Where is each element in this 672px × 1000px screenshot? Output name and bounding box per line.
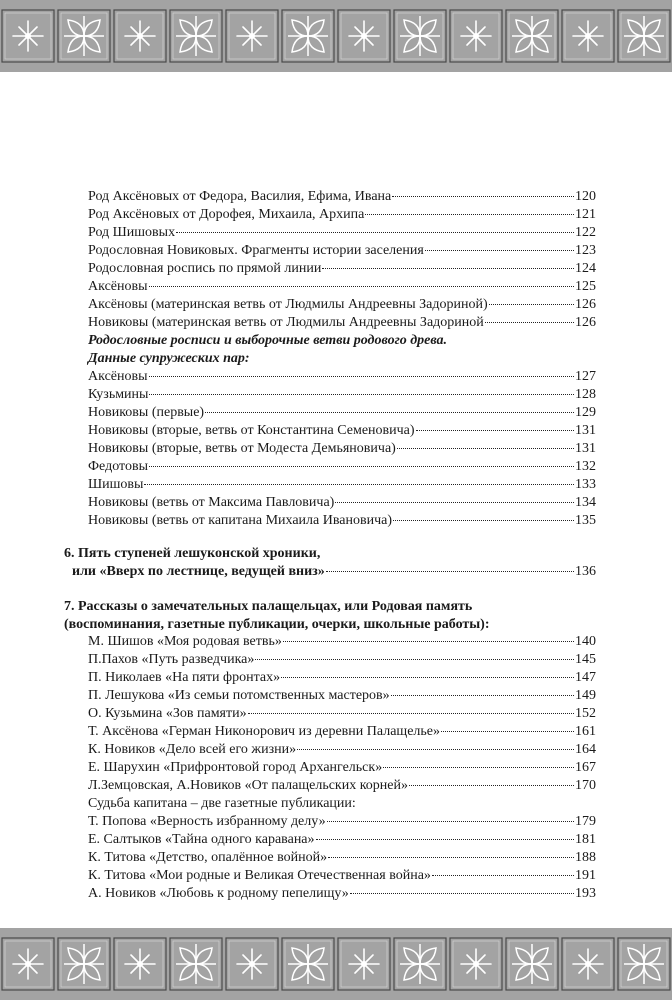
petal-lattice-icon (506, 10, 558, 62)
toc-entry-page: 135 (575, 513, 596, 528)
dot-leader (248, 713, 574, 714)
dot-leader (297, 749, 574, 750)
dot-leader (409, 785, 574, 786)
toc-entry-page: 127 (575, 369, 596, 384)
toc-entry-title: П. Николаев «На пяти фронтах» (88, 670, 281, 685)
cross-star-icon (450, 10, 502, 62)
subheading-couples: Данные супружеских пар: (88, 351, 250, 366)
petal-lattice-icon (282, 10, 334, 62)
toc-entry-page: 147 (575, 670, 596, 685)
toc-entry-title: П. Лешукова «Из семьи потомственных мастеров» (88, 688, 390, 703)
toc-entry-title: Т. Попова «Верность избранному делу» (88, 814, 326, 829)
toc-entry-title: или «Вверх по лестнице, ведущей вниз» (72, 564, 325, 579)
toc-entry[interactable] (88, 422, 596, 439)
toc-entry-page: 122 (575, 225, 596, 240)
toc-entry-title: Новиковы (ветвь от капитана Михаила Ивановича) (88, 513, 393, 528)
chapter-7-subtitle: (воспоминания, газетные публикации, очерки, школьные работы): (64, 617, 490, 632)
toc-entry[interactable] (88, 512, 596, 529)
petal-lattice-icon (506, 938, 558, 990)
toc-entry-page: 132 (575, 459, 596, 474)
toc-entry[interactable] (88, 813, 596, 830)
toc-entry[interactable] (88, 314, 596, 331)
petal-lattice-icon (58, 938, 110, 990)
dot-leader (205, 412, 574, 413)
dot-leader (149, 466, 574, 467)
toc-entry[interactable] (88, 296, 596, 313)
toc-entry[interactable] (88, 494, 596, 511)
dot-leader (365, 214, 574, 215)
dot-leader (425, 250, 574, 251)
toc-entry-title: П.Пахов «Путь разведчика» (88, 652, 255, 667)
toc-entry-page: 149 (575, 688, 596, 703)
dot-leader (397, 448, 574, 449)
cross-star-icon (450, 938, 502, 990)
toc-entry[interactable] (88, 404, 596, 421)
dot-leader (176, 232, 574, 233)
toc-entry[interactable] (88, 741, 596, 758)
dot-leader (485, 322, 574, 323)
toc-entry-page: 161 (575, 724, 596, 739)
cross-star-icon (226, 938, 278, 990)
toc-entry-title: Новиковы (вторые, ветвь от Модеста Демьяновича) (88, 441, 396, 456)
petal-lattice-icon (394, 938, 446, 990)
dot-leader (255, 659, 574, 660)
toc-entry[interactable] (88, 777, 596, 794)
toc-entry-title: Родословная роспись по прямой линии (88, 261, 322, 276)
toc-entry-title: Аксёновы (материнская ветвь от Людмилы Андреевны Задориной) (88, 297, 488, 312)
dot-leader (335, 502, 574, 503)
toc-entry[interactable] (88, 867, 596, 884)
toc-entry-title: Т. Аксёнова «Герман Никонорович из деревни Палащелье» (88, 724, 440, 739)
dot-leader (281, 677, 574, 678)
toc-entry-page: 145 (575, 652, 596, 667)
toc-entry-page: 120 (575, 189, 596, 204)
toc-entry-title: К. Титова «Детство, опалённое войной» (88, 850, 328, 865)
dot-leader (316, 839, 574, 840)
dot-leader (391, 695, 574, 696)
petal-lattice-icon (170, 10, 222, 62)
toc-entry[interactable] (88, 260, 596, 277)
toc-entry-title: Род Аксёновых от Дорофея, Михаила, Архипа (88, 207, 365, 222)
toc-entry-title: К. Титова «Мои родные и Великая Отечественная война» (88, 868, 431, 883)
toc-entry[interactable] (88, 224, 596, 241)
toc-entry-page: 179 (575, 814, 596, 829)
toc-entry-title: Л.Земцовская, А.Новиков «От палащельских корней» (88, 778, 409, 793)
toc-entry-title: А. Новиков «Любовь к родному пепелищу» (88, 886, 349, 901)
petal-lattice-icon (58, 10, 110, 62)
toc-entry-page: 129 (575, 405, 596, 420)
cross-star-icon (226, 10, 278, 62)
subheading-genealogy: Родословные росписи и выборочные ветви родового древа. (88, 333, 448, 348)
toc-entry[interactable] (88, 723, 596, 740)
ornament-pattern-icon (0, 0, 672, 72)
toc-entry-title: Род Аксёновых от Федора, Василия, Ефима, Ивана (88, 189, 392, 204)
top-ornament-band (0, 0, 672, 72)
toc-entry-page: 124 (575, 261, 596, 276)
dot-leader (441, 731, 574, 732)
toc-entry[interactable] (88, 687, 596, 704)
petal-lattice-icon (394, 10, 446, 62)
dot-leader (322, 268, 574, 269)
toc-entry-page: 167 (575, 760, 596, 775)
toc-entry[interactable] (88, 831, 596, 848)
toc-entry[interactable] (88, 705, 596, 722)
toc-entry-title: О. Кузьмина «Зов памяти» (88, 706, 247, 721)
toc-entry[interactable] (88, 476, 596, 493)
toc-entry-page: 152 (575, 706, 596, 721)
toc-entry-page: 188 (575, 850, 596, 865)
subheading-captain: Судьба капитана – две газетные публикации: (88, 796, 356, 811)
dot-leader (489, 304, 574, 305)
toc-entry-title: Аксёновы (88, 279, 148, 294)
toc-entry-title: Шишовы (88, 477, 144, 492)
toc-entry[interactable] (88, 458, 596, 475)
toc-entry-title: Е. Салтыков «Тайна одного каравана» (88, 832, 315, 847)
toc-entry[interactable] (88, 386, 596, 403)
toc-entry[interactable] (88, 188, 596, 205)
toc-entry-title: Кузьмины (88, 387, 149, 402)
toc-entry-page: 140 (575, 634, 596, 649)
dot-leader (283, 641, 574, 642)
toc-entry[interactable] (88, 242, 596, 259)
dot-leader (144, 484, 574, 485)
toc-entry-page: 131 (575, 423, 596, 438)
toc-entry-page: 126 (575, 315, 596, 330)
toc-entry-page: 128 (575, 387, 596, 402)
toc-entry-page: 191 (575, 868, 596, 883)
chapter-7-title[interactable]: 7. Рассказы о замечательных палащельцах, или Родовая память (64, 599, 473, 614)
dot-leader (393, 520, 574, 521)
cross-star-icon (114, 10, 166, 62)
toc-entry[interactable] (88, 633, 596, 650)
dot-leader (392, 196, 574, 197)
petal-lattice-icon (618, 938, 670, 990)
toc-entry[interactable] (88, 669, 596, 686)
cross-star-icon (338, 10, 390, 62)
toc-entry-page: 170 (575, 778, 596, 793)
dot-leader (149, 286, 575, 287)
dot-leader (383, 767, 574, 768)
petal-lattice-icon (282, 938, 334, 990)
toc-entry-title: Новиковы (вторые, ветвь от Константина Семеновича) (88, 423, 415, 438)
dot-leader (149, 394, 574, 395)
toc-entry-page: 134 (575, 495, 596, 510)
toc-entry-title: К. Новиков «Дело всей его жизни» (88, 742, 297, 757)
toc-entry-title: Род Шишовых (88, 225, 176, 240)
dot-leader (149, 376, 575, 377)
toc-entry[interactable] (88, 278, 596, 295)
cross-star-icon (114, 938, 166, 990)
toc-entry-title: Е. Шарухин «Прифронтовой город Архангельск» (88, 760, 383, 775)
dot-leader (328, 857, 574, 858)
toc-entry-page: 123 (575, 243, 596, 258)
cross-star-icon (562, 10, 614, 62)
petal-lattice-icon (618, 10, 670, 62)
toc-entry-title: Новиковы (первые) (88, 405, 205, 420)
toc-entry[interactable] (88, 759, 596, 776)
petal-lattice-icon (170, 938, 222, 990)
toc-entry[interactable] (72, 563, 596, 580)
toc-entry[interactable] (88, 849, 596, 866)
cross-star-icon (562, 938, 614, 990)
dot-leader (416, 430, 574, 431)
toc-entry-title: Федотовы (88, 459, 148, 474)
toc-entry[interactable] (88, 206, 596, 223)
toc-entry-page: 133 (575, 477, 596, 492)
toc-entry-page: 131 (575, 441, 596, 456)
toc-entry[interactable] (88, 885, 596, 902)
toc-entry-page: 121 (575, 207, 596, 222)
toc-entry-page: 164 (575, 742, 596, 757)
toc-entry[interactable] (88, 368, 596, 385)
chapter-6-title[interactable]: 6. Пять ступеней лешуконской хроники, (64, 546, 321, 561)
dot-leader (350, 893, 574, 894)
cross-star-icon (338, 938, 390, 990)
toc-entry-title: Родословная Новиковых. Фрагменты истории заселения (88, 243, 424, 258)
toc-entry-title: Новиковы (ветвь от Максима Павловича) (88, 495, 335, 510)
toc-entry-page: 136 (575, 564, 596, 579)
toc-entry-title: Аксёновы (88, 369, 148, 384)
toc-entry-title: Новиковы (материнская ветвь от Людмилы Андреевны Задориной (88, 315, 484, 330)
dot-leader (326, 571, 574, 572)
bottom-ornament-band (0, 928, 672, 1000)
dot-leader (327, 821, 574, 822)
toc-entry-title: М. Шишов «Моя родовая ветвь» (88, 634, 282, 649)
ornament-pattern-icon (0, 928, 672, 1000)
cross-star-icon (2, 938, 54, 990)
toc-entry[interactable] (88, 651, 596, 668)
toc-entry[interactable] (88, 440, 596, 457)
toc-entry-page: 181 (575, 832, 596, 847)
toc-entry-page: 125 (575, 279, 596, 294)
toc-entry-page: 193 (575, 886, 596, 901)
dot-leader (432, 875, 574, 876)
toc-entry-page: 126 (575, 297, 596, 312)
cross-star-icon (2, 10, 54, 62)
